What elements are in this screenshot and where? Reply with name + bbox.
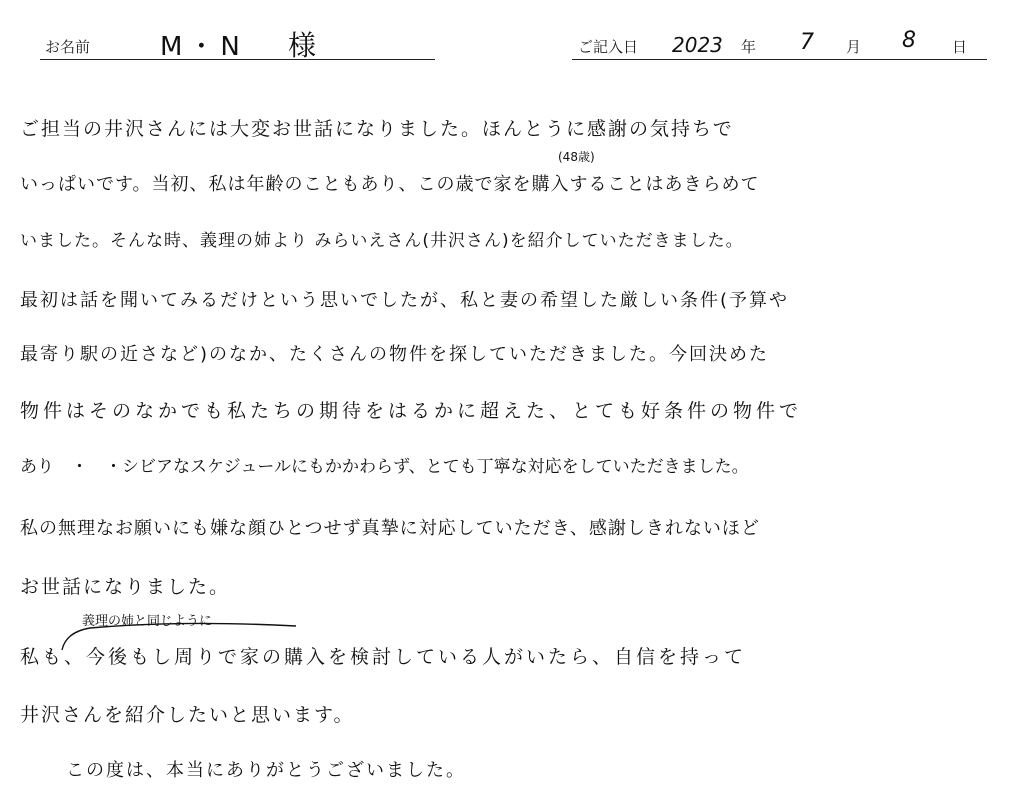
year-unit: 年 xyxy=(741,38,757,56)
letter-line-8: 私の無理なお願いにも嫌な顔ひとつせず真摯に対応していただき、感謝しきれないほど xyxy=(20,518,760,539)
date-year: 2023 xyxy=(672,33,723,57)
insert-note: 義理の姉と同じように xyxy=(82,614,213,629)
letter-line-7: あり ・ ・シビアなスケジュールにもかかわらず、とても丁寧な対応をしていただきました。 xyxy=(20,457,749,477)
letter-line-11: 井沢さんを紹介したいと思います。 xyxy=(20,704,355,726)
day-unit: 日 xyxy=(952,38,968,56)
letter-line-5: 最寄り駅の近さなど)のなか、たくさんの物件を探していただきました。今回決めた xyxy=(20,344,770,365)
letter-line-3: いました。そんな時、義理の姉より みらいえさん(井沢さん)を紹介していただきました。 xyxy=(20,231,744,251)
letter-line-6: 物件はそのなかでも私たちの期待をはるかに超えた、とても好条件の物件で xyxy=(20,400,803,422)
letter-line-10: 私も、今後もし周りで家の購入を検討している人がいたら、自信を持って xyxy=(20,646,747,668)
month-unit: 月 xyxy=(846,38,862,56)
letter-line-1: ご担当の井沢さんには大変お世話になりました。ほんとうに感謝の気持ちで xyxy=(20,118,734,140)
letter-line-12: この度は、本当にありがとうございました。 xyxy=(66,760,466,781)
date-month: 7 xyxy=(800,30,814,55)
name-value: M・N xyxy=(160,32,246,62)
honorific: 様 xyxy=(288,29,317,62)
letter-line-9: お世話になりました。 xyxy=(20,576,231,598)
date-label: ご記入日 xyxy=(578,38,639,56)
letter-line-4: 最初は話を聞いてみるだけという思いでしたが、私と妻の希望した厳しい条件(予算や xyxy=(20,290,790,311)
date-day: 8 xyxy=(902,28,916,53)
letter-line-2: いっぱいです。当初、私は年齢のこともあり、この歳で家を購入することはあきらめて xyxy=(20,174,760,195)
age-note: (48歳) xyxy=(558,150,595,164)
name-label: お名前 xyxy=(45,38,91,56)
